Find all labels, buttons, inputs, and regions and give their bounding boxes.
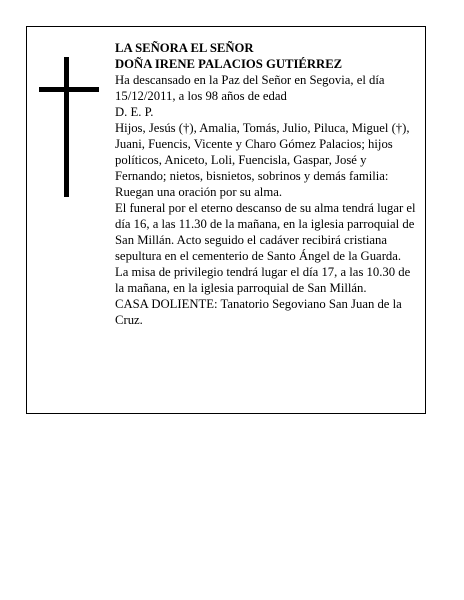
family-list: Hijos, Jesús (†), Amalia, Tomás, Julio, Piluca, Miguel (†), Juani, Fuencis, Vicente y Charo Gómez Palacios; hijos políticos, Aniceto, Loli, Fuencisla, Gaspar, José y Fernando; nietos, bisnietos, sobrinos y demás familia:: [115, 121, 410, 183]
funeral-details: El funeral por el eterno descanso de su alma tendrá lugar el día 16, a las 11.30 de la mañana, en la iglesia parroquial de San Millán. Acto seguido el cadáver recibirá cristiana sepultura en el cementerio de Santo Ángel de la Guarda.: [115, 201, 416, 263]
death-statement: Ha descansado en la Paz del Señor en Segovia, el día 15/12/2011, a los 98 años de edad: [115, 73, 385, 103]
notice-text: [115, 40, 419, 328]
obituary-notice: [26, 26, 426, 414]
heading-line: LA SEÑORA EL SEÑOR: [115, 41, 254, 55]
cross-icon: [39, 57, 99, 197]
deceased-name: DOÑA IRENE PALACIOS GUTIÉRREZ: [115, 57, 343, 71]
rip-text: D. E. P.: [115, 105, 154, 119]
prayer-request: Ruegan una oración por su alma.: [115, 185, 283, 199]
mass-details: La misa de privilegio tendrá lugar el día 17, a las 10.30 de la mañana, en la iglesia parroquial de San Millán.: [115, 265, 411, 295]
mourning-house: CASA DOLIENTE: Tanatorio Segoviano San Juan de la Cruz.: [115, 297, 402, 327]
cross-horizontal-bar: [39, 87, 99, 92]
cross-vertical-bar: [64, 57, 69, 197]
